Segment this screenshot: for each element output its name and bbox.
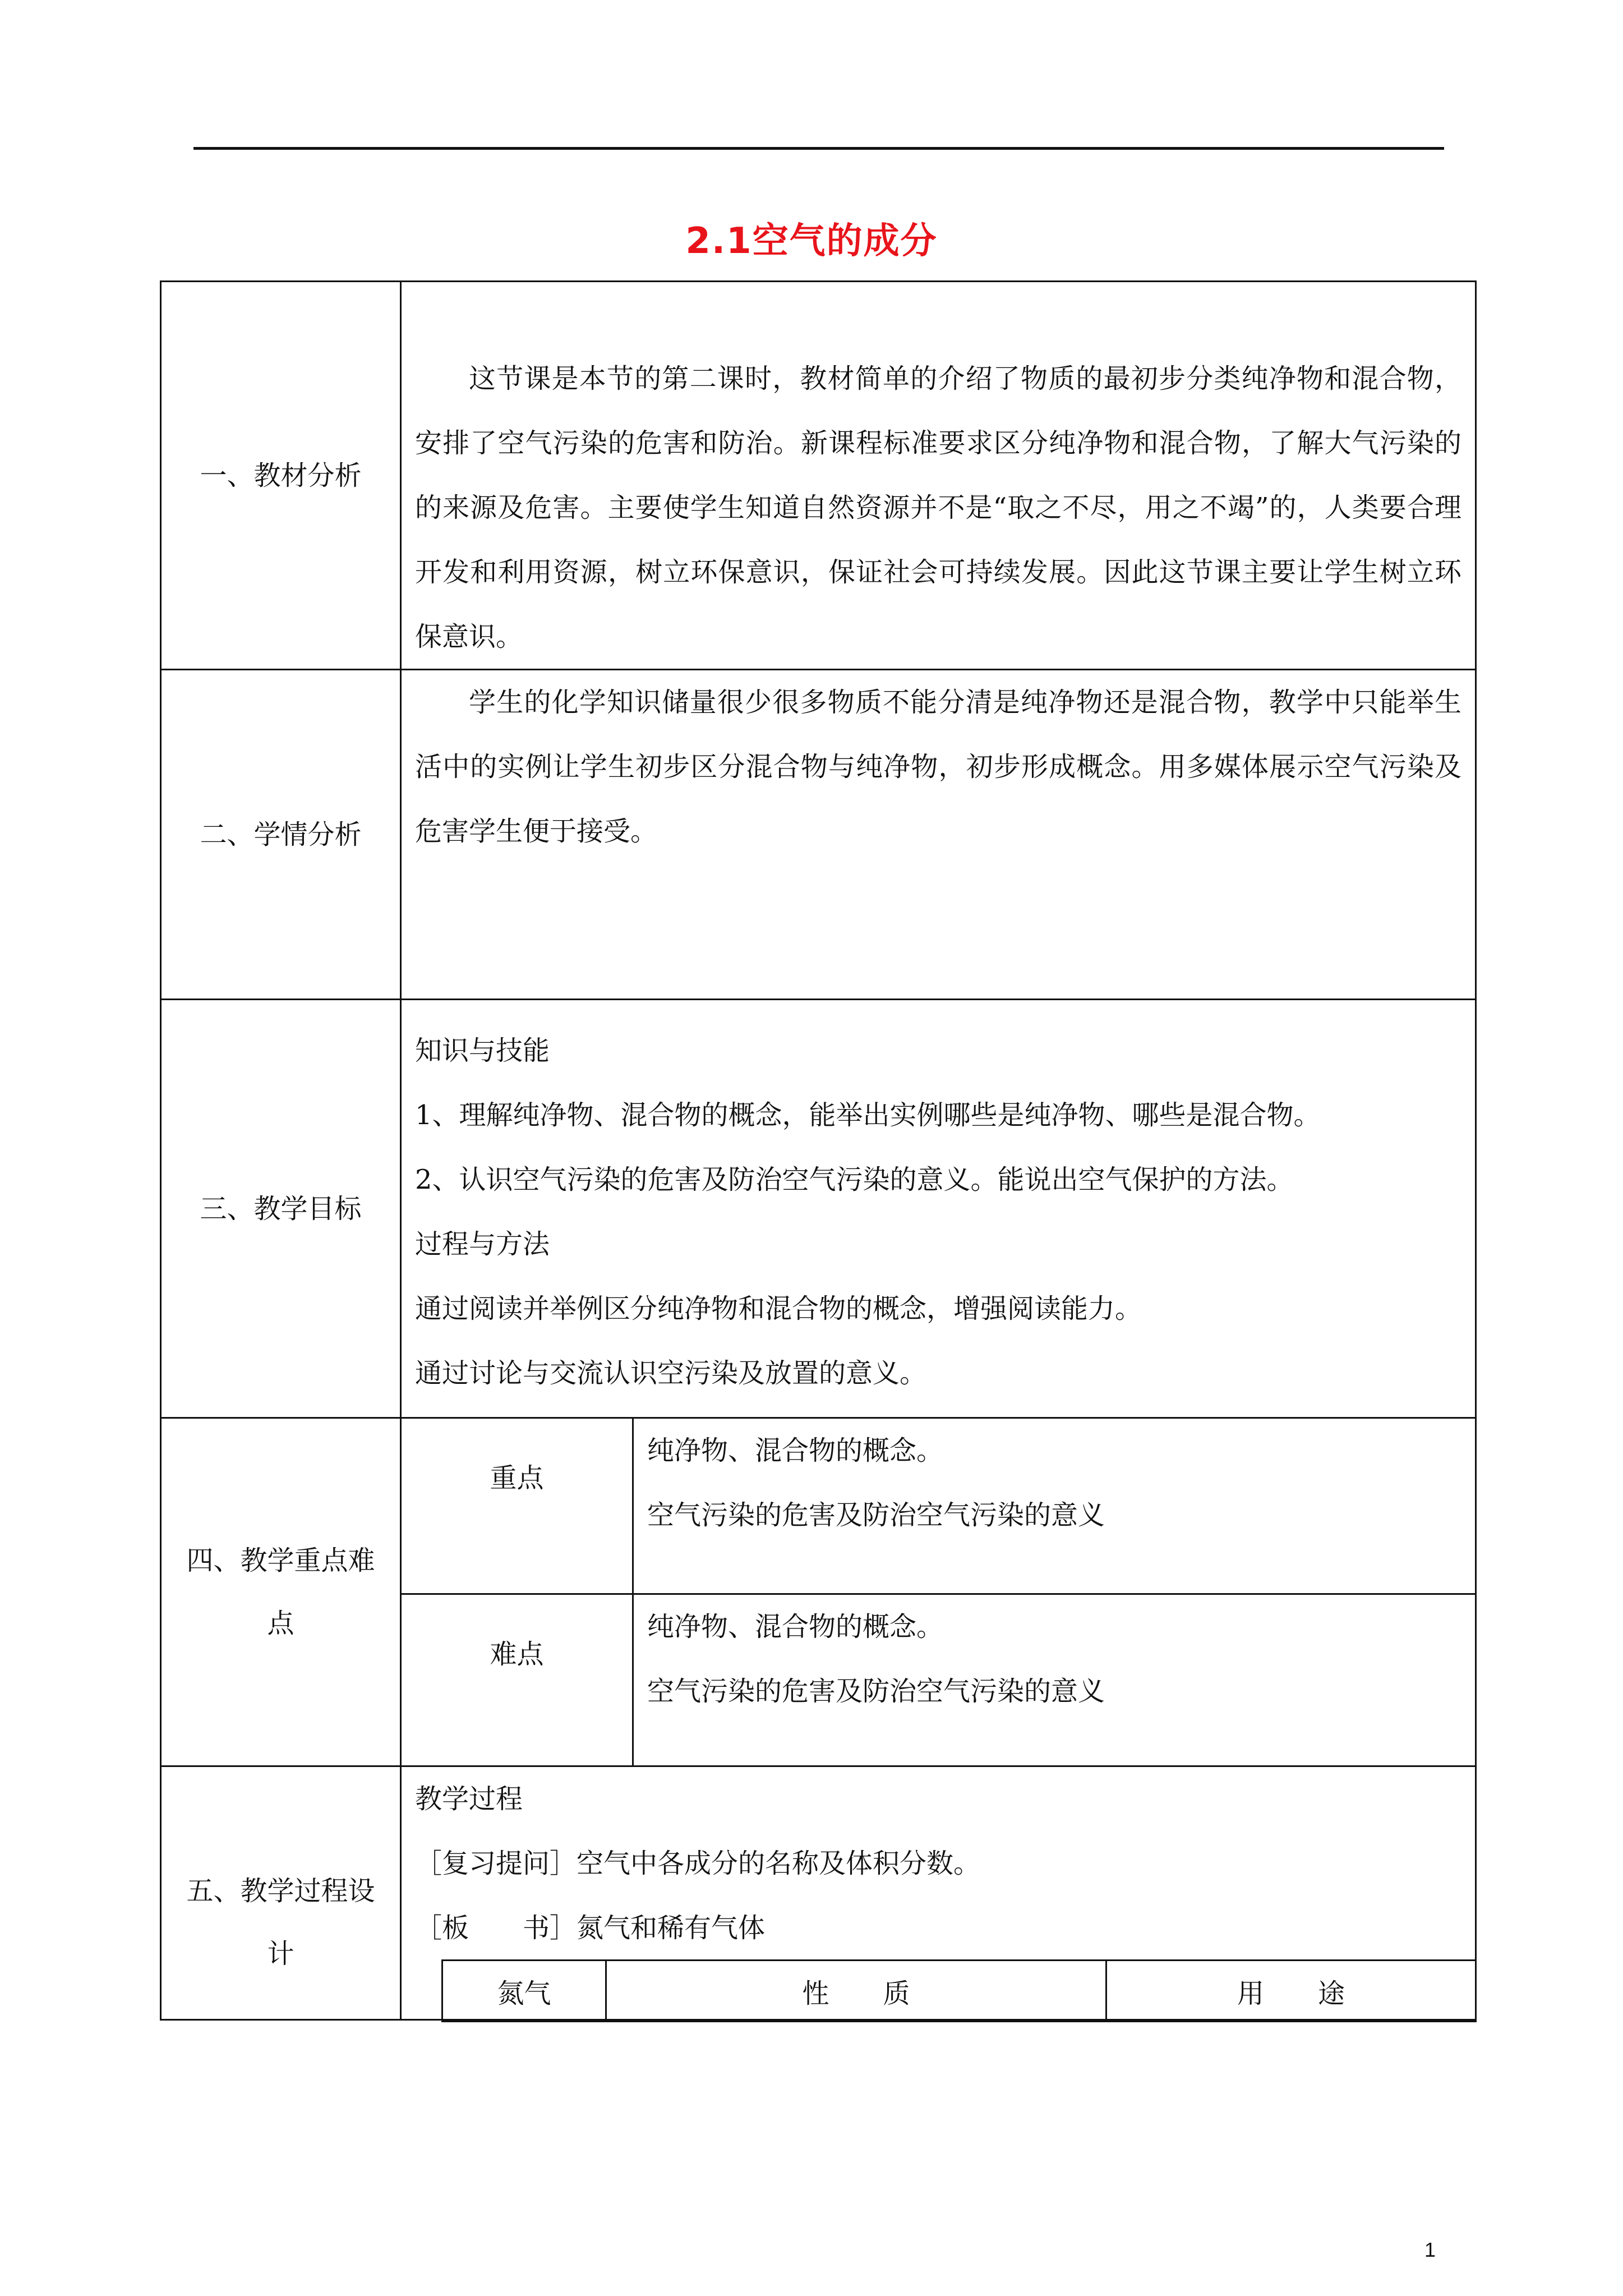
- difficult-points-content-cell: [632, 1593, 1477, 1767]
- row5-label-cell: [160, 1765, 402, 2021]
- row5-label-line2: 计: [267, 1938, 294, 1970]
- key-points-content-cell: [632, 1417, 1477, 1595]
- header-rule: [193, 147, 1444, 150]
- key-point-2: 空气污染的危害及防治空气污染的意义: [647, 1499, 1105, 1531]
- goal-heading-knowledge: 知识与技能: [415, 1035, 550, 1066]
- difficult-point-1: 纯净物、混合物的概念。: [647, 1611, 944, 1642]
- page-number: 1: [1424, 2238, 1436, 2261]
- difficult-points-label: 难点: [490, 1639, 544, 1670]
- key-point-1: 纯净物、混合物的概念。: [647, 1435, 944, 1466]
- row2-label: 二、学情分析: [200, 818, 362, 850]
- row2-label-cell: [160, 669, 402, 1000]
- key-points-label-cell: [400, 1417, 634, 1595]
- goal-heading-process: 过程与方法: [415, 1228, 550, 1260]
- row1-content-cell: [400, 280, 1477, 670]
- row4-label-line2: 点: [267, 1608, 294, 1639]
- goal-item-3: 通过阅读并举例区分纯净物和混合物的概念，增强阅读能力。: [415, 1293, 1142, 1324]
- row3-content-cell: [400, 999, 1477, 1419]
- review-question: ［复习提问］空气中各成分的名称及体积分数。: [415, 1848, 981, 1879]
- goal-item-1: 1、理解纯净物、混合物的概念，能举出实例哪些是纯净物、哪些是混合物。: [415, 1099, 1321, 1131]
- row3-label-cell: [160, 999, 402, 1419]
- row5-label-line1: 五、教学过程设: [186, 1875, 375, 1907]
- key-points-label: 重点: [490, 1462, 544, 1494]
- subtable-header-uses: 用 途: [1105, 1959, 1477, 2022]
- board-writing: ［板 书］氮气和稀有气体: [415, 1912, 766, 1944]
- row3-label: 三、教学目标: [200, 1193, 362, 1225]
- row4-label-cell: [160, 1417, 402, 1767]
- goal-item-4: 通过讨论与交流认识空污染及放置的意义。: [415, 1358, 927, 1389]
- row4-label-line1: 四、教学重点难: [186, 1545, 375, 1576]
- row2-content-cell: [400, 669, 1477, 1000]
- subtable-header-nitrogen: 氮气: [441, 1959, 607, 2022]
- row2-text: 学生的化学知识储量很少很多物质不能分清是纯净物还是混合物，教学中只能举生活中的实例让学生初步区分混合物与纯净物，初步形成概念。用多媒体展示空气污染及危害学生便于接受。: [415, 687, 1461, 847]
- row1-text: 这节课是本节的第二课时，教材简单的介绍了物质的最初步分类纯净物和混合物，安排了空气污染的危害和防治。新课程标准要求区分纯净物和混合物，了解大气污染的的来源及危害。主要使学生知道自然资源并不是“取之不尽，用之不竭”的，人类要合理开发和利用资源，树立环保意识，保证社会可持续发展。因此这节课主要让学生树立环保意识。: [415, 363, 1461, 652]
- process-heading: 教学过程: [415, 1783, 523, 1815]
- difficult-points-label-cell: [400, 1593, 634, 1767]
- row1-label: 一、教材分析: [200, 459, 362, 491]
- goal-item-2: 2、认识空气污染的危害及防治空气污染的意义。能说出空气保护的方法。: [415, 1164, 1294, 1195]
- row1-label-cell: [160, 280, 402, 670]
- page-title: 2.1空气的成分: [685, 220, 938, 262]
- difficult-point-2: 空气污染的危害及防治空气污染的意义: [647, 1676, 1105, 1707]
- subtable-header-properties: 性 质: [605, 1959, 1107, 2022]
